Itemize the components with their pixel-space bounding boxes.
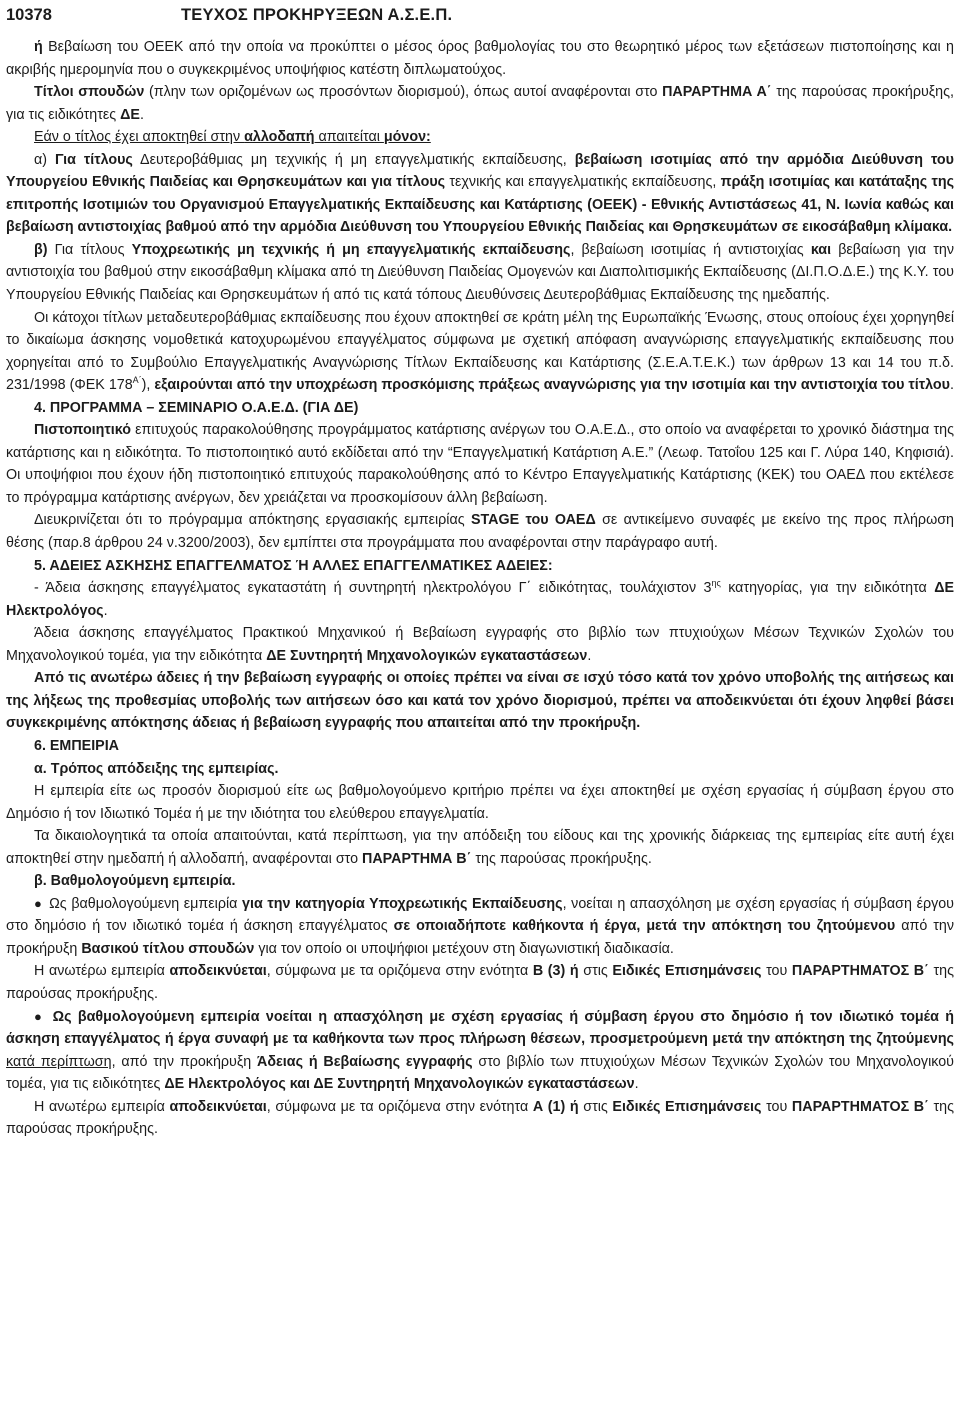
paragraph-degrees [6, 81, 954, 126]
text: τεχνικής και επαγγελματικής εκπαίδευσης, [445, 174, 721, 191]
text: κατηγορίας, για την ειδικότητα [720, 580, 935, 597]
text: Δευτεροβάθμιας μη τεχνικής ή μη επαγγελματικής εκπαίδευσης, [132, 151, 575, 168]
text: Ως βαθμολογούμενη εμπειρία [44, 895, 243, 912]
text: επιτυχούς παρακολούθησης προγράμματος κατάρτισης ανέργων του Ο.Α.Ε.Δ., στο οποίο να αναφέρεται το χρονικό διάστημα της κατάρτισης και η ειδικότητα. Το πιστοποιητικό αυτό εκδίδεται από την “Επαγγελματική Κατάρτιση Α.Ε.” (Λεωφ. Τατοΐου 125 και Γ. Λύρα 140, Κηφισιά). Οι υποψήφιοι που έχουν ήδη πιστοποιητικό επιτυχούς παρακολούθησης από το Κέντρο Επαγγελματικής Κατάρτισης (ΚΕΚ) του ΟΑΕΔ που εκτέλεσε το πρόγραμμα κατάρτισης ανέργων, δεν χρειάζεται να προσκομίσουν άλλη βεβαίωση. [6, 422, 954, 506]
text-bold: Τίτλοι σπουδών [34, 84, 145, 101]
text: , σύμφωνα με τα οριζόμενα στην ενότητα [266, 963, 533, 980]
text-bold: και [810, 241, 832, 258]
text: Για τίτλους [47, 241, 132, 258]
paragraph-license-validity: Από τις ανωτέρω άδειες ή την βεβαίωση εγγραφής οι οποίες πρέπει να είναι σε ισχύ τόσο κατά τον χρόνο υποβολής της αιτήσεως και της λήξεως της προθεσμίας υποβολής των αιτήσεων όσο και κατά τον χρόνο διορισμού, πρέπει να αποδεικνύεται ότι έχουν ληφθεί βάσει συγκεκριμένης απόκτησης άδειας ή βεβαίωση εγγραφής που απαιτείται από την προκήρυξη. [6, 670, 954, 732]
bullet-icon: ● [34, 895, 43, 911]
text-bold: Για τίτλους [55, 151, 133, 168]
paragraph-proof-a1 [6, 1096, 954, 1141]
text-bold: Υποχρεωτικής μη τεχνικής ή μη επαγγελματικής εκπαίδευσης [131, 241, 571, 258]
paragraph-foreign-degree [6, 126, 954, 149]
paragraph-bullet-compulsory [6, 893, 954, 961]
page-number: 10378 [6, 6, 52, 24]
paragraph-oeek-certificate [6, 36, 954, 81]
text-bold: αποδεικνύεται [169, 1098, 267, 1115]
text: . [634, 1076, 639, 1093]
text-bold: βεβαίωση ισοτιμίας από την αρμόδια Διεύθυνση του Υπουργείου Εθνικής Παιδείας και Θρησκευμάτων και για τίτλους [6, 151, 954, 191]
text: της παρούσας προκήρυξης. [6, 963, 954, 1002]
text: , βεβαίωση ισοτιμίας ή αντιστοιχίας [570, 241, 811, 258]
text-bold: ΠΑΡΑΡΤΗΜΑΤΟΣ Β΄ [791, 963, 929, 980]
page-header [6, 6, 954, 36]
text-bold: ή [34, 39, 43, 55]
text: της παρούσας προκήρυξης. [6, 1098, 954, 1138]
text-bold: Ειδικές Επισημάνσεις [612, 1098, 762, 1115]
paragraph-bullet-license-experience [6, 1006, 954, 1096]
text: . [103, 602, 108, 619]
text: για τον οποίο οι υποψήφιοι μετέχουν στη διαγωνιστική διαδικασία. [254, 940, 674, 957]
bullet-icon: ● [34, 1008, 45, 1024]
text: Η ανωτέρω εμπειρία [34, 963, 170, 980]
text: του [761, 1098, 792, 1115]
text-bold: Βασικού τίτλου σπουδών [81, 940, 255, 957]
text: σε αντικείμενο συναφές με εκείνο της προς πλήρωση θέσης (παρ.8 άρθρου 24 ν.3200/2003), δεν εμπίπτει στα προγράμματα που αναφέρονται στην παράγραφο αυτή. [6, 512, 955, 552]
paragraph-stage [6, 509, 954, 554]
text: ), [141, 377, 155, 394]
text-bold: Α (1) ή [532, 1098, 579, 1115]
text-bold-underlined: μόνον: [383, 129, 431, 146]
paragraph-eu-holders [6, 307, 954, 397]
text: Η ανωτέρω εμπειρία [34, 1098, 170, 1115]
text-bold: ΔΕ Συντηρητή Μηχανολογικών εγκαταστάσεων [266, 647, 588, 664]
text-bold: για την κατηγορία Υποχρεωτικής Εκπαίδευσης [242, 895, 563, 912]
text-bold: ΠΑΡΑΡΤΗΜΑ Α΄ [662, 84, 772, 101]
text: από την προκήρυξη [6, 918, 955, 957]
text: , νοείται η απασχόληση με σχέση εργασίας ή σύμβαση έργου στο δημόσιο ή τον ιδιωτικό τομέα ή άσκηση επαγγέλματος [6, 895, 954, 935]
text-bold: Β (3) ή [532, 963, 579, 980]
text: (πλην των οριζομένων ως προσόντων διορισμού), όπως αυτοί αναφέρονται στο [144, 84, 663, 101]
text: της παρούσας προκήρυξης, για τις ειδικότητες [6, 84, 954, 123]
section-heading-4: 4. ΠΡΟΓΡΑΜΜΑ – ΣΕΜΙΝΑΡΙΟ Ο.Α.Ε.Δ. (ΓΙΑ ΔΕ) [34, 399, 359, 416]
text-underlined: απαιτείται [314, 129, 384, 146]
publication-title: ΤΕΥΧΟΣ ΠΡΟΚΗΡΥΞΕΩΝ Α.Σ.Ε.Π. [181, 6, 453, 24]
text: Τα δικαιολογητικά τα οποία απαιτούνται, κατά περίπτωση, για την απόδειξη του είδους και της χρονικής διάρκειας της εμπειρίας είτε αυτή έχει αποκτηθεί στην ημεδαπή ή αλλοδαπή, αναφέρονται στο [6, 828, 954, 867]
text: . [950, 377, 954, 394]
text-bold: αποδεικνύεται [169, 963, 267, 980]
text: Διευκρινίζεται ότι το πρόγραμμα απόκτησης εργασιακής εμπειρίας [34, 512, 471, 529]
section-heading-5: 5. ΑΔΕΙΕΣ ΑΣΚΗΣΗΣ ΕΠΑΓΓΕΛΜΑΤΟΣ Ή ΑΛΛΕΣ ΕΠΑΓΓΕΛΜΑΤΙΚΕΣ ΑΔΕΙΕΣ: [34, 557, 553, 574]
superscript: Α΄ [132, 375, 142, 386]
text: βεβαίωση για την αντιστοιχία του βαθμού στην εικοσάβαθμη κλίμακα από τη Διεύθυνση Παιδείας Ομογενών και Διαπολιτισμικής Εκπαίδευσης (ΔΙ.Π.Ο.Δ.Ε.) της Κ.Υ. του Υπουργείου Εθνικής Παιδείας και Θρησκευμάτων ή από τις κατά τόπους Διευθύνσεις Δευτεροβάθμιας Εκπαίδευσης της ημεδαπής. [6, 241, 954, 304]
text: του [761, 963, 792, 980]
text: . [587, 647, 592, 664]
text-bold: Πιστοποιητικό [34, 422, 131, 439]
text-bold: ΔΕ Ηλεκτρολόγος [6, 580, 954, 619]
paragraph-mechanic-license [6, 622, 954, 667]
text: , σύμφωνα με τα οριζόμενα στην ενότητα [266, 1098, 533, 1115]
text-underlined: Εάν ο τίτλος έχει αποκτηθεί στην [34, 129, 245, 146]
paragraph-experience-documents [6, 825, 954, 870]
superscript: ης [711, 578, 721, 589]
text-bold: σε οποιαδήποτε καθήκοντα ή έργα, μετά την απόκτηση του ζητούμενου [393, 918, 896, 935]
paragraph-item-b [6, 239, 954, 307]
section-heading-6: 6. ΕΜΠΕΙΡΙΑ [34, 737, 120, 754]
text-bold: STAGE του ΟΑΕΔ [470, 512, 596, 529]
text-bold: πράξη ισοτιμίας και κατάταξης της επιτροπής Ισοτιμιών του Οργανισμού Επαγγελματικής Εκπαίδευσης και Κατάρτισης (ΟΕΕΚ) - Εθνικής Αντιστάσεως 41, Ν. Ιωνία καθώς και βεβαίωση αντιστοιχίας βαθμού από την αρμόδια Διεύθυνση του Υπουργείου Εθνικής Παιδείας και Θρησκευμάτων σε εικοσάβαθμη κλίμακα. [6, 174, 955, 236]
text: α) [34, 151, 55, 168]
text-bold: εξαιρούνται από την υποχρέωση προσκόμισης πράξεως αναγνώρισης για την ισοτιμία και την αντιστοιχία του τίτλου [154, 377, 950, 394]
document-body [6, 36, 954, 1141]
text: Οι κάτοχοι τίτλων μεταδευτεροβάθμιας εκπαίδευσης που έχουν αποκτηθεί σε κράτη μέλη της Ευρωπαϊκής Ένωσης, στους οποίους έχει χορηγηθεί το δικαίωμα άσκησης νομοθετικά κατοχυρωμένου επαγγέλματος σύμφωνα με σχετική απόφαση αναγνώρισης επαγγελματικής εκπαίδευσης που χορηγείται από το Συμβούλιο Επαγγελματικής Αναγνώρισης Τίτλων Εκπαίδευσης και Κατάρτισης (Σ.Ε.Α.Τ.Ε.Κ.) των άρθρων 13 και 14 του π.δ. 231/1998 (ΦΕΚ 178 [6, 309, 954, 394]
text: - Άδεια άσκησης επαγγέλματος εγκαταστάτη ή συντηρητή ηλεκτρολόγου Γ΄ ειδικότητας, τουλάχιστον 3 [34, 580, 712, 597]
text-bold: Άδειας ή Βεβαίωσης εγγραφής [257, 1053, 473, 1070]
text-bold: Ειδικές Επισημάνσεις [612, 963, 762, 980]
text-bold: ΠΑΡΑΡΤΗΜΑΤΟΣ Β΄ [791, 1098, 929, 1115]
paragraph-item-a [6, 149, 954, 239]
text: στις [578, 963, 613, 980]
subsection-heading-6b: β. Βαθμολογούμενη εμπειρία. [34, 873, 236, 890]
text-bold: ΔΕ Ηλεκτρολόγος και ΔΕ Συντηρητή Μηχανολογικών εγκαταστάσεων [164, 1076, 635, 1093]
paragraph-electrician-license [6, 577, 954, 622]
text-bold: β) [34, 241, 48, 258]
text: Άδεια άσκησης επαγγέλματος Πρακτικού Μηχανικού ή Βεβαίωση εγγραφής στο βιβλίο των πτυχιούχων Μέσων Τεχνικών Σχολών του Μηχανολογικού τομέα, για την ειδικότητα [6, 625, 954, 664]
paragraph-proof-b3 [6, 960, 954, 1005]
text: της παρούσας προκήρυξης. [471, 850, 652, 867]
subsection-heading-6a: α. Τρόπος απόδειξης της εμπειρίας. [34, 760, 279, 777]
text-underlined: κατά περίπτωση [6, 1053, 112, 1070]
paragraph-certificate [6, 419, 954, 509]
paragraph-experience-acquired: Η εμπειρία είτε ως προσόν διορισμού είτε ως βαθμολογούμενο κριτήριο πρέπει να έχει αποκτηθεί με σχέση εργασίας ή σύμβαση έργου στο Δημόσιο ή τον Ιδιωτικό Τομέα ή με την ιδιότητα του ελεύθερου επαγγελματία. [6, 783, 954, 822]
text-bold: ΠΑΡΑΡΤΗΜΑ Β΄ [362, 850, 472, 867]
text-bold: ΔΕ [120, 106, 140, 123]
text: , από την προκήρυξη [111, 1053, 258, 1070]
text: . [139, 106, 144, 123]
text-bold: Ως βαθμολογούμενη εμπειρία νοείται η απασχόληση με σχέση εργασίας ή σύμβαση έργου στο δημόσιο ή τον ιδιωτικό τομέα ή άσκηση επαγγέλματος ή έργα συναφή με τα καθήκοντα των προς πλήρωση θέσεων, προσμετρούμενη μετά την απόκτηση της ζητούμενης [6, 1008, 954, 1048]
text: στο βιβλίο των πτυχιούχων Μέσων Τεχνικών Σχολών του Μηχανολογικού τομέα, για τις ειδικότητες [6, 1053, 954, 1093]
text-bold-underlined: αλλοδαπή [244, 129, 315, 146]
text: Βεβαίωση του ΟΕΕΚ από την οποία να προκύπτει ο μέσος όρος βαθμολογίας του στο θεωρητικό μέρος των εξετάσεων πιστοποίησης και η ακριβής ημερομηνία που ο συγκεκριμένος υποψήφιος κατέστη διπλωματούχος. [6, 39, 954, 78]
text: στις [578, 1098, 613, 1115]
